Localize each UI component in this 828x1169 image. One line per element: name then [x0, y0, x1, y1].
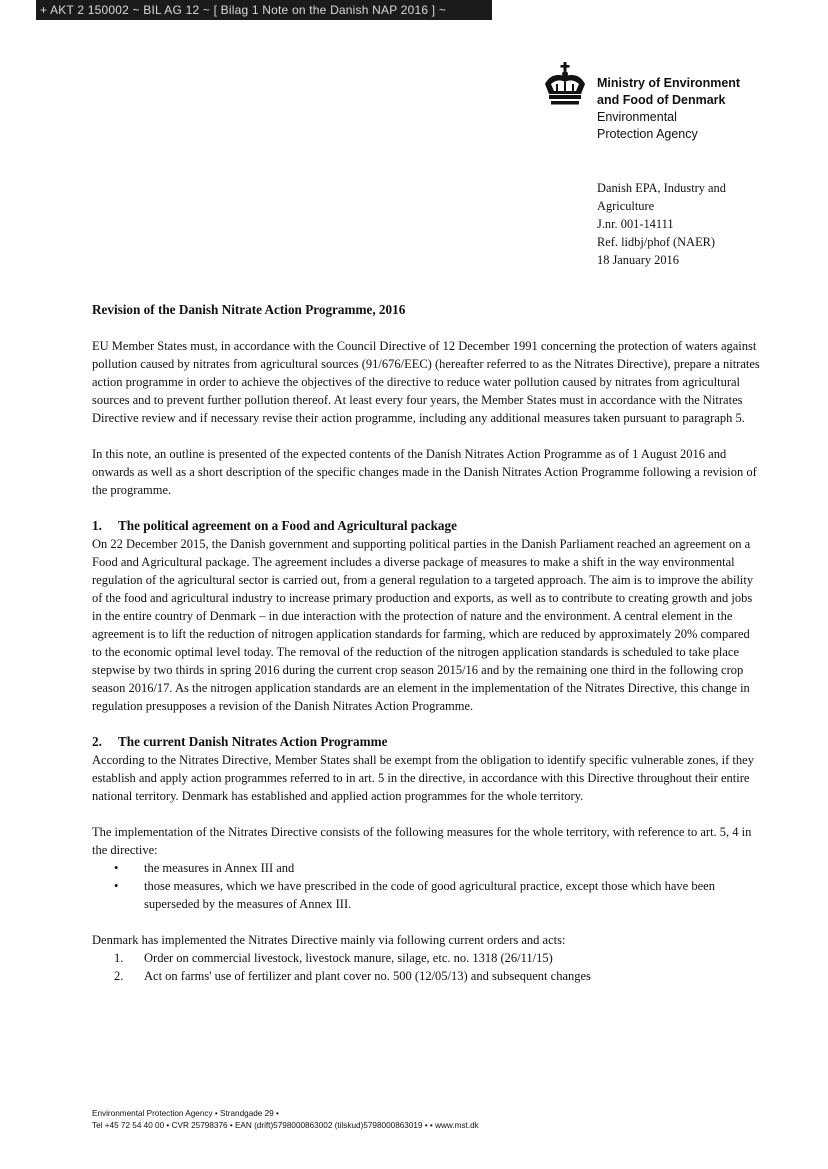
document-stamp-text: + AKT 2 150002 ~ BIL AG 12 ~ [ Bilag 1 Note on the Danish NAP 2016 ] ~: [40, 3, 447, 17]
intro-paragraph-2: In this note, an outline is presented of the expected contents of the Danish Nitrates Action Programme as of 1 August 2016 and onwards as well as a short description of the specific changes made in the Danish Nitrates Action Programme following a revision of the programme.: [92, 447, 757, 497]
section-2-title: The current Danish Nitrates Action Programme: [118, 734, 388, 749]
orders-intro: Denmark has implemented the Nitrates Directive mainly via following current orders and acts:: [92, 933, 566, 947]
document-title: Revision of the Danish Nitrate Action Programme, 2016: [92, 302, 406, 317]
list-item-text: Act on farms' use of fertilizer and plant cover no. 500 (12/05/13) and subsequent changes: [144, 969, 591, 983]
ministry-name-line2: and Food of Denmark: [597, 93, 726, 107]
intro-paragraph-1: EU Member States must, in accordance with the Council Directive of 12 December 1991 concerning the protection of waters against pollution caused by nitrates from agricultural sources (91/676/EEC) (hereafter referred to as the Nitrates Directive), prepare a nitrates action programme in order to achieve the objectives of the directive to reduce water pollution caused by nitrates from agricultural sources and to prevent further pollution thereof. At least every four years, the Member States must in accordance with the Nitrates Directive review and if necessary revise their action programme, including any additional measures taken pursuant to paragraph 5.: [92, 339, 760, 425]
ministry-name-line1: Ministry of Environment: [597, 76, 741, 90]
footer-address: Environmental Protection Agency • Strandgade 29 •: [92, 1109, 279, 1118]
section-1-heading: [92, 517, 760, 535]
section-1-title: The political agreement on a Food and Agricultural package: [118, 518, 457, 533]
list-item-number: 2.: [114, 969, 124, 983]
document-stamp-bar: [36, 0, 492, 20]
section-2-heading: [92, 733, 760, 751]
list-item: [92, 877, 760, 913]
bullet-icon: •: [114, 879, 119, 893]
section-1-body: On 22 December 2015, the Danish government and supporting political parties in the Danish Parliament reached an agreement on a Food and Agricultural package. The agreement includes a diverse package of measures to make a shift in the way environmental regulation of the agricultural sector is carried out, from a general regulation to a targeted approach. The aim is to improve the ability of the food and agricultural industry to increase primary production and exports, as well as to contribute to creating growth and jobs in the entire country of Denmark – in due interaction with the protection of nature and the environment. A central element in the agreement is to lift the reduction of nitrogen application standards for farming, which are reduced by approximately 20% compared to the economic optimal level today. The removal of the reduction of the nitrogen application standards is scheduled to take place stepwise by two thirds in spring 2016 during the current crop season 2015/16 and by the remaining one third in the following crop season 2016/17. As the nitrogen application standards are an element in the implementation of the Nitrates Directive, this change in regulation presupposes a revision of the Danish Nitrates Action Programme.: [92, 537, 754, 713]
list-item: [92, 949, 760, 967]
reference-block: [597, 179, 726, 269]
document-date: 18 January 2016: [597, 253, 679, 267]
reference-code: Ref. lidbj/phof (NAER): [597, 235, 716, 249]
list-item-text: the measures in Annex III and: [144, 861, 295, 875]
section-2-body: According to the Nitrates Directive, Member States shall be exempt from the obligation to identify specific vulnerable zones, if they establish and apply action programmes referred to in art. 5 in the directive, in accordance with this Directive throughout their entire national territory. Denmark has established and applied action programmes for the whole territory.: [92, 753, 754, 803]
list-item-number: 1.: [114, 951, 124, 965]
bullet-icon: •: [114, 861, 119, 875]
footer-contact: Tel +45 72 54 40 00 • CVR 25798376 • EAN (drift)5798000863002 (tilskud)5798000863019 • • www.mst.dk: [92, 1121, 479, 1130]
agency-name-line2: Protection Agency: [597, 127, 698, 141]
list-item: [92, 967, 760, 985]
document-body: [92, 301, 760, 985]
implementation-intro: The implementation of the Nitrates Directive consists of the following measures for the whole territory, with reference to art. 5, 4 in the directive:: [92, 825, 752, 857]
list-item-text: Order on commercial livestock, livestock manure, silage, etc. no. 1318 (26/11/15): [144, 951, 553, 965]
measures-list: [92, 859, 760, 913]
list-item-text: those measures, which we have prescribed in the code of good agricultural practice, except those which have been superseded by the measures of Annex III.: [144, 879, 715, 911]
journal-number: J.nr. 001-14111: [597, 217, 674, 231]
department-line1: Danish EPA, Industry and: [597, 181, 726, 195]
crown-logo-icon: [541, 62, 589, 108]
list-item: [92, 859, 760, 877]
section-2-number: 2.: [92, 734, 102, 749]
page-footer: [92, 1108, 479, 1132]
agency-name-line1: Environmental: [597, 110, 677, 124]
agency-block: [597, 75, 740, 143]
spacer: [92, 913, 760, 931]
orders-list: [92, 949, 760, 985]
department-line2: Agriculture: [597, 199, 655, 213]
section-1-number: 1.: [92, 518, 102, 533]
